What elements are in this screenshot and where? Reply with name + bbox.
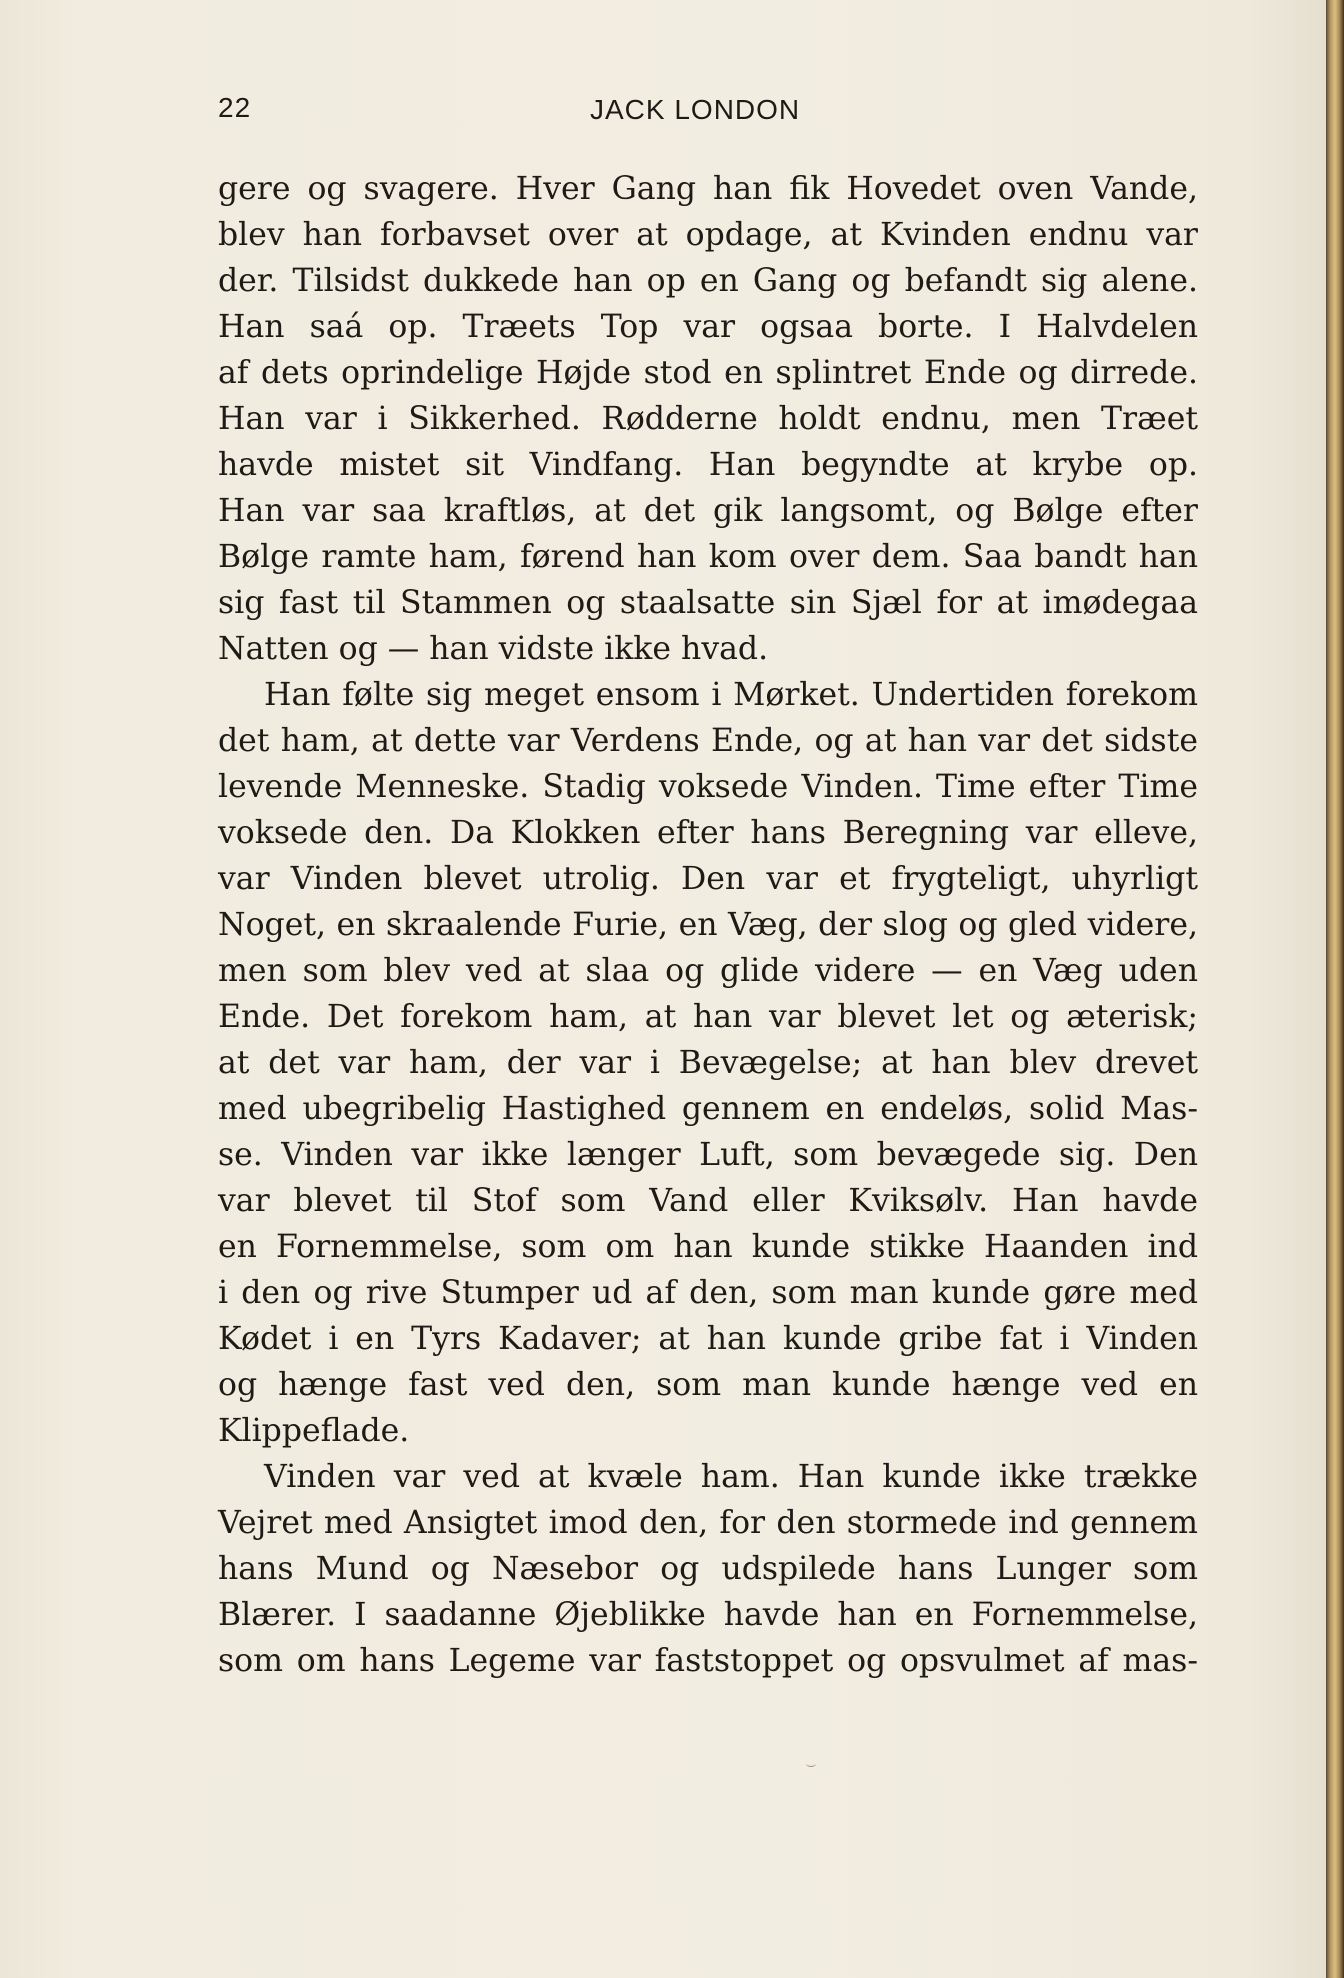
text-line: Han saá op. Træets Top var ogsaa borte. I Halvdelen: [218, 309, 1198, 345]
text-line: en Fornemmelse, som om han kunde stikke Haanden ind: [218, 1229, 1198, 1265]
text-line: Bølge ramte ham, førend han kom over dem. Saa bandt han: [218, 539, 1198, 575]
text-line: var Vinden blevet utrolig. Den var et frygteligt, uhyrligt: [218, 861, 1198, 897]
text-line: Kødet i en Tyrs Kadaver; at han kunde gribe fat i Vinden: [218, 1321, 1198, 1357]
text-line: der. Tilsidst dukkede han op en Gang og befandt sig alene.: [218, 263, 1198, 299]
text-line: Ende. Det forekom ham, at han var blevet let og æterisk;: [218, 999, 1198, 1035]
text-line: havde mistet sit Vindfang. Han begyndte at krybe op.: [218, 447, 1198, 483]
text-line: men som blev ved at slaa og glide videre — en Væg uden: [218, 953, 1198, 989]
page-number: 22: [218, 92, 252, 123]
text-line: hans Mund og Næsebor og udspilede hans Lunger som: [218, 1551, 1198, 1587]
text-line: af dets oprindelige Højde stod en splintret Ende og dirrede.: [218, 355, 1198, 391]
paper-mark: [806, 1760, 816, 1767]
text-line: voksede den. Da Klokken efter hans Beregning var elleve,: [218, 815, 1198, 851]
text-line: at det var ham, der var i Bevægelse; at han blev drevet: [218, 1045, 1198, 1081]
text-line: blev han forbavset over at opdage, at Kvinden endnu var: [218, 217, 1198, 253]
text-line: som om hans Legeme var faststoppet og opsvulmet af mas-: [218, 1643, 1198, 1679]
text-line: Han var saa kraftløs, at det gik langsomt, og Bølge efter: [218, 493, 1198, 529]
text-line: i den og rive Stumper ud af den, som man kunde gøre med: [218, 1275, 1198, 1311]
text-line: med ubegribelig Hastighed gennem en endeløs, solid Mas-: [218, 1091, 1198, 1127]
paragraph-start-line: Han følte sig meget ensom i Mørket. Undertiden forekom: [264, 677, 1198, 713]
paragraph-end-line: Klippeflade.: [218, 1413, 410, 1449]
text-line: se. Vinden var ikke længer Luft, som bevægede sig. Den: [218, 1137, 1198, 1173]
text-line: sig fast til Stammen og staalsatte sin Sjæl for at imødegaa: [218, 585, 1198, 621]
paragraph-end-line: Natten og — han vidste ikke hvad.: [218, 631, 769, 667]
body-text: [218, 166, 1198, 1684]
text-line: Noget, en skraalende Furie, en Væg, der slog og gled videre,: [218, 907, 1198, 943]
text-line: Vejret med Ansigtet imod den, for den stormede ind gennem: [218, 1505, 1198, 1541]
page-edge-binding: [1326, 0, 1344, 1978]
running-head: [218, 92, 1188, 132]
text-line: gere og svagere. Hver Gang han fik Hovedet oven Vande,: [218, 171, 1198, 207]
text-line: det ham, at dette var Verdens Ende, og at han var det sidste: [218, 723, 1198, 759]
running-head-author: JACK LONDON: [590, 94, 801, 125]
text-line: Blærer. I saadanne Øjeblikke havde han en Fornemmelse,: [218, 1597, 1198, 1633]
text-line: var blevet til Stof som Vand eller Kviksølv. Han havde: [218, 1183, 1198, 1219]
text-line: og hænge fast ved den, som man kunde hænge ved en: [218, 1367, 1198, 1403]
text-line: Han var i Sikkerhed. Rødderne holdt endnu, men Træet: [218, 401, 1198, 437]
text-line: levende Menneske. Stadig voksede Vinden. Time efter Time: [218, 769, 1198, 805]
paragraph-start-line: Vinden var ved at kvæle ham. Han kunde ikke trække: [264, 1459, 1198, 1495]
